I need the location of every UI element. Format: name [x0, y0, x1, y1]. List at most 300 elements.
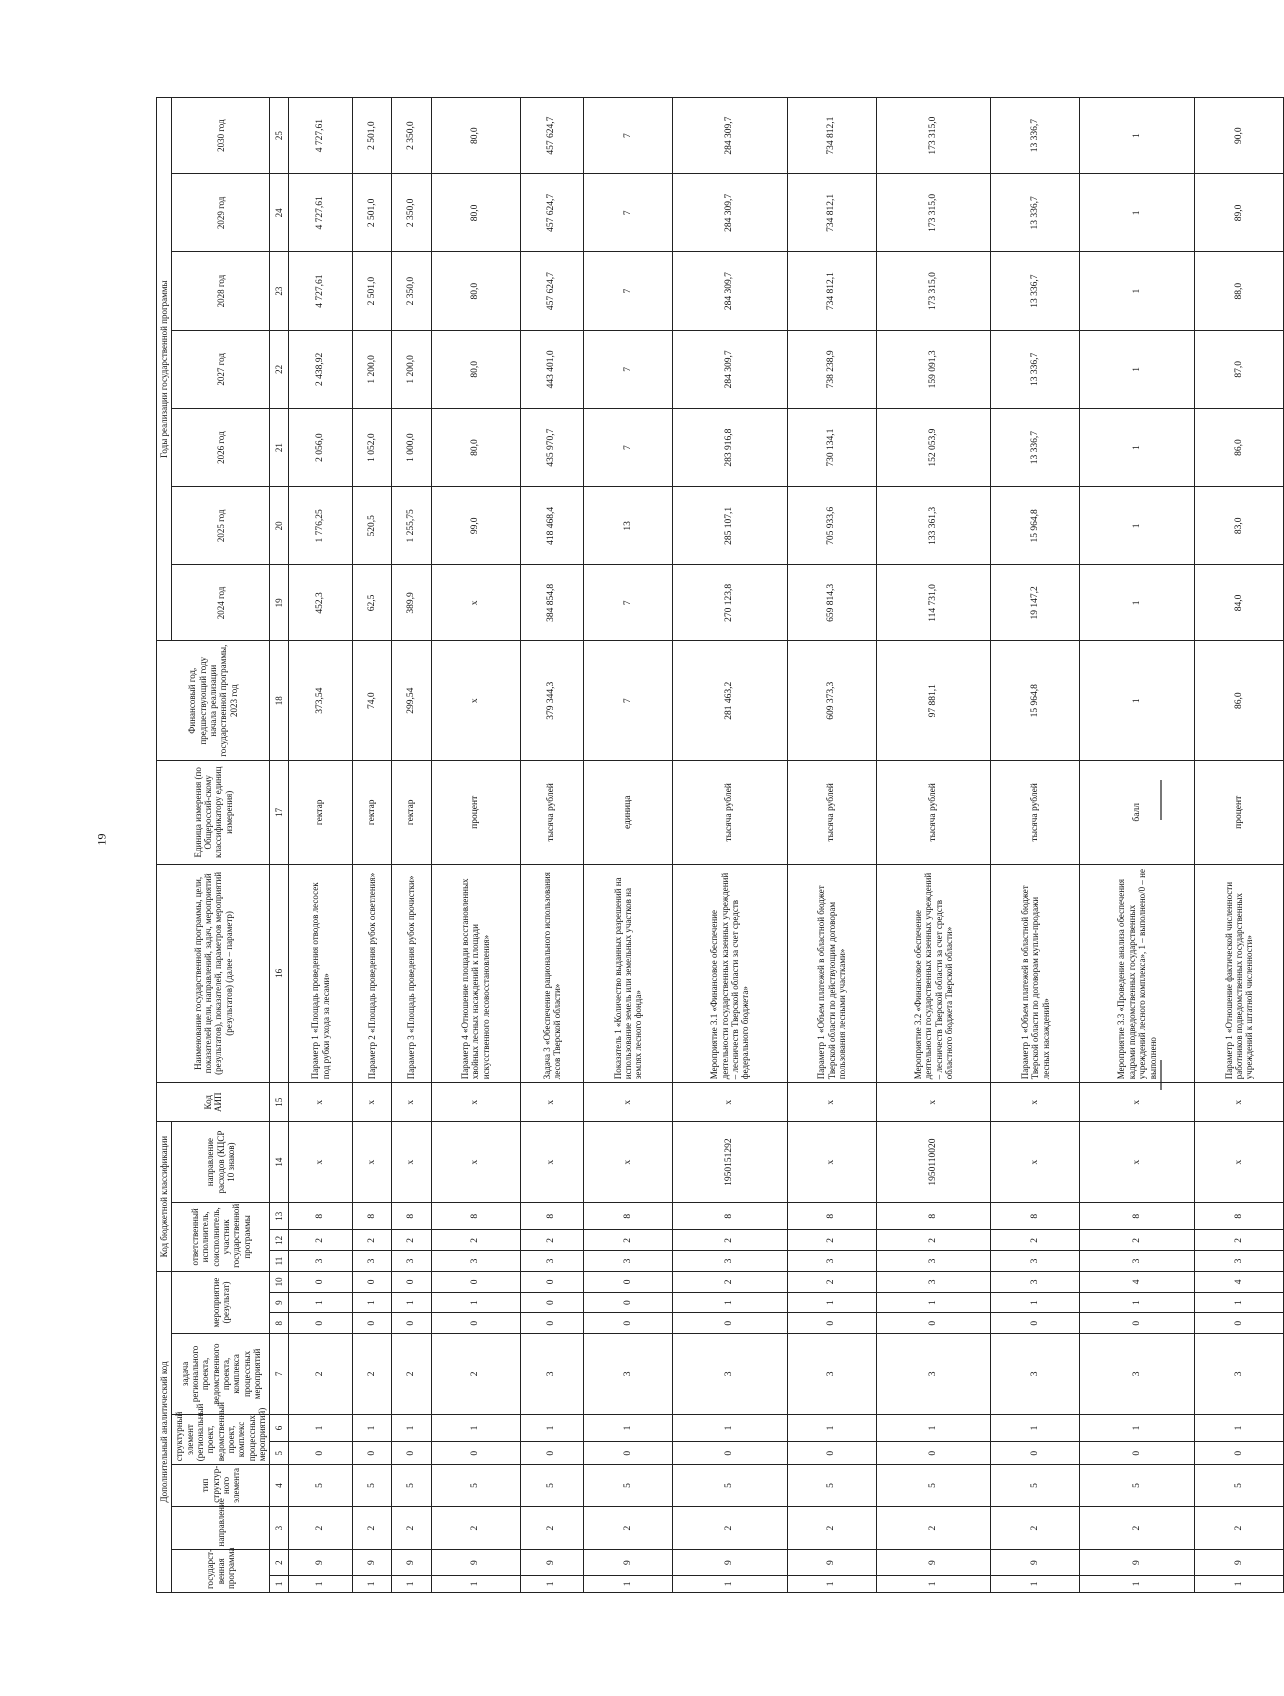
year-value: 1 776,25: [289, 487, 352, 565]
code-cell: 4: [1194, 1271, 1283, 1292]
code-cell: 1: [1080, 1575, 1195, 1592]
code-cell: 9: [584, 1550, 673, 1575]
code-cell: 2: [392, 1230, 431, 1251]
row-name: Мероприятие 3.1 «Финансовое обеспечение деятельности государственных казенных учреждений – лесничеств Тверской области за счет средств федерального бюджета»: [673, 864, 788, 1083]
code-cell: х: [392, 1122, 431, 1203]
code-cell: 1: [673, 1575, 788, 1592]
year-value: 1: [1080, 98, 1195, 174]
code-cell: 0: [1194, 1313, 1283, 1334]
year-value: 173 315,0: [876, 174, 991, 252]
code-cell: 0: [673, 1313, 788, 1334]
year-value: 15 964,8: [991, 487, 1080, 565]
year-value: 520,5: [352, 487, 391, 565]
year-value: 80,0: [431, 174, 520, 252]
column-number: 14: [270, 1122, 289, 1203]
row-unit: процент: [431, 761, 520, 865]
code-cell: 0: [352, 1271, 391, 1292]
code-cell: 3: [352, 1251, 391, 1272]
code-cell: х: [673, 1083, 788, 1122]
program-table: [156, 97, 1284, 1593]
year-value: 7: [584, 408, 673, 486]
code-cell: х: [289, 1122, 352, 1203]
code-cell: 5: [584, 1465, 673, 1506]
table-row: [673, 98, 788, 1593]
year-value: 284 309,7: [673, 98, 788, 174]
year-value: 457 624,7: [520, 174, 583, 252]
year-value: 270 123,8: [673, 565, 788, 641]
code-cell: 3: [584, 1251, 673, 1272]
row-name: Параметр 3 «Площадь проведения рубок прочистки»: [392, 864, 431, 1083]
year-value: 2 350,0: [392, 98, 431, 174]
year-value: 2 501,0: [352, 174, 391, 252]
code-cell: х: [584, 1083, 673, 1122]
row-unit: тысяча рублей: [520, 761, 583, 865]
row-unit: тысяча рублей: [876, 761, 991, 865]
code-cell: 3: [1194, 1251, 1283, 1272]
row-base-value: 299,54: [392, 641, 431, 761]
row-unit: гектар: [392, 761, 431, 865]
page-number: 19: [94, 833, 109, 846]
code-cell: 2: [1194, 1230, 1283, 1251]
code-cell: 2: [584, 1230, 673, 1251]
column-number: 20: [270, 487, 289, 565]
year-value: 659 814,3: [787, 565, 876, 641]
code-cell: 2: [392, 1506, 431, 1550]
year-value: 4 727,61: [289, 174, 352, 252]
code-cell: х: [431, 1083, 520, 1122]
code-cell: 1: [1194, 1292, 1283, 1313]
year-value: 13 336,7: [991, 174, 1080, 252]
year-value: 80,0: [431, 98, 520, 174]
code-cell: 3: [991, 1271, 1080, 1292]
column-number-row: [270, 98, 289, 1593]
year-value: 2 438,92: [289, 330, 352, 408]
year-value: 1: [1080, 408, 1195, 486]
code-cell: 9: [520, 1550, 583, 1575]
row-name: Параметр 1 «Площадь проведения отводов лесосек под рубки ухода за лесами»: [289, 864, 352, 1083]
year-value: 734 812,1: [787, 174, 876, 252]
code-cell: 0: [1080, 1442, 1195, 1465]
code-cell: 8: [392, 1202, 431, 1230]
code-cell: 5: [991, 1465, 1080, 1506]
code-cell: 1: [876, 1292, 991, 1313]
year-value: 7: [584, 252, 673, 330]
code-cell: х: [1194, 1122, 1283, 1203]
code-cell: 2: [673, 1230, 788, 1251]
code-cell: 2: [352, 1506, 391, 1550]
code-cell: 1: [392, 1575, 431, 1592]
code-cell: 2: [520, 1506, 583, 1550]
code-cell: 0: [584, 1442, 673, 1465]
header-element: структурный элемент (региональный проект, ведомственный проект, комплекс процессных мероприятий): [172, 1414, 270, 1465]
code-cell: 1: [787, 1575, 876, 1592]
code-cell: 0: [520, 1292, 583, 1313]
code-cell: 1: [392, 1414, 431, 1442]
year-value: 2 056,0: [289, 408, 352, 486]
code-cell: 1: [431, 1292, 520, 1313]
table-row: [787, 98, 876, 1593]
code-cell: 1: [787, 1414, 876, 1442]
code-cell: 1: [876, 1575, 991, 1592]
code-cell: 1: [352, 1575, 391, 1592]
code-cell: х: [392, 1083, 431, 1122]
code-cell: 0: [520, 1313, 583, 1334]
code-cell: х: [1080, 1122, 1195, 1203]
year-value: 80,0: [431, 330, 520, 408]
code-cell: 1: [787, 1292, 876, 1313]
year-value: 80,0: [431, 252, 520, 330]
code-cell: 2: [431, 1230, 520, 1251]
code-cell: х: [876, 1083, 991, 1122]
code-cell: 2: [1080, 1230, 1195, 1251]
year-value: 283 916,8: [673, 408, 788, 486]
code-cell: х: [352, 1083, 391, 1122]
code-cell: 1950110020: [876, 1122, 991, 1203]
row-unit: процент: [1194, 761, 1283, 865]
column-number: 16: [270, 864, 289, 1083]
year-value: 2 350,0: [392, 252, 431, 330]
year-value: 2 350,0: [392, 174, 431, 252]
code-cell: х: [352, 1122, 391, 1203]
code-cell: 0: [431, 1313, 520, 1334]
year-value: 1 052,0: [352, 408, 391, 486]
code-cell: 1: [352, 1414, 391, 1442]
code-cell: 2: [289, 1334, 352, 1415]
code-cell: 2: [1194, 1506, 1283, 1550]
code-cell: 9: [1080, 1550, 1195, 1575]
year-value: 457 624,7: [520, 252, 583, 330]
column-number: 8: [270, 1313, 289, 1334]
year-value: х: [431, 565, 520, 641]
row-unit: тысяча рублей: [991, 761, 1080, 865]
table-row: [392, 98, 431, 1593]
column-number: 9: [270, 1292, 289, 1313]
table-row: [289, 98, 352, 1593]
year-value: 173 315,0: [876, 252, 991, 330]
year-value: 1: [1080, 174, 1195, 252]
year-value: 443 401,0: [520, 330, 583, 408]
year-value: 389,9: [392, 565, 431, 641]
code-cell: 1950151292: [673, 1122, 788, 1203]
year-value: 152 053,9: [876, 408, 991, 486]
code-cell: 5: [392, 1465, 431, 1506]
year-value: 284 309,7: [673, 330, 788, 408]
code-cell: 0: [876, 1442, 991, 1465]
code-cell: 1: [520, 1575, 583, 1592]
code-cell: 2: [520, 1230, 583, 1251]
year-value: 452,3: [289, 565, 352, 641]
column-number: 11: [270, 1251, 289, 1272]
code-cell: 0: [392, 1313, 431, 1334]
code-cell: 8: [584, 1202, 673, 1230]
code-cell: 0: [673, 1442, 788, 1465]
header-year-2030: 2030 год: [172, 98, 270, 174]
header-year-2029: 2029 год: [172, 174, 270, 252]
code-cell: 0: [392, 1442, 431, 1465]
column-number: 7: [270, 1334, 289, 1415]
row-base-value: 97 881,1: [876, 641, 991, 761]
code-cell: 3: [673, 1334, 788, 1415]
code-cell: х: [787, 1083, 876, 1122]
code-cell: 1: [1194, 1414, 1283, 1442]
code-cell: 1: [352, 1292, 391, 1313]
row-unit: балл: [1080, 761, 1195, 865]
table-row: [876, 98, 991, 1593]
header-task: задача регионального проекта, ведомственного проекта, комплекса процессных мероприятий: [172, 1334, 270, 1415]
code-cell: 2: [289, 1230, 352, 1251]
row-base-value: 1: [1080, 641, 1195, 761]
header-expense-direction: направление расходов (КЦСР 10 знаков): [172, 1122, 270, 1203]
row-name: Показатель 1 «Количество выданных разрешений на использование земель или земельных участков на землях лесного фонда»: [584, 864, 673, 1083]
row-name: Параметр 1 «Объем платежей в областной бюджет Тверской области по действующим договорам пользования лесными участками»: [787, 864, 876, 1083]
code-cell: х: [289, 1083, 352, 1122]
row-base-value: 379 344,3: [520, 641, 583, 761]
code-cell: 5: [352, 1465, 391, 1506]
column-number: 5: [270, 1442, 289, 1465]
header-budget-group: Код бюджетной классификации: [157, 1122, 172, 1272]
code-cell: 0: [352, 1313, 391, 1334]
year-value: 88,0: [1194, 252, 1283, 330]
code-cell: 2: [787, 1271, 876, 1292]
column-number: 3: [270, 1506, 289, 1550]
code-cell: 8: [876, 1202, 991, 1230]
year-value: 114 731,0: [876, 565, 991, 641]
table-row: [1194, 98, 1283, 1593]
row-base-value: 74,0: [352, 641, 391, 761]
column-number: 13: [270, 1202, 289, 1230]
year-value: 705 933,6: [787, 487, 876, 565]
year-value: 435 970,7: [520, 408, 583, 486]
year-value: 4 727,61: [289, 252, 352, 330]
code-cell: 5: [520, 1465, 583, 1506]
code-cell: 2: [431, 1506, 520, 1550]
table-row: [431, 98, 520, 1593]
code-cell: 0: [876, 1313, 991, 1334]
code-cell: 0: [289, 1271, 352, 1292]
code-cell: 8: [431, 1202, 520, 1230]
table-row: [584, 98, 673, 1593]
year-value: 62,5: [352, 565, 391, 641]
header-event: мероприятие (результат): [172, 1271, 270, 1333]
code-cell: 2: [352, 1230, 391, 1251]
code-cell: 0: [787, 1313, 876, 1334]
header-year-2028: 2028 год: [172, 252, 270, 330]
year-value: 2 501,0: [352, 98, 391, 174]
year-value: 86,0: [1194, 408, 1283, 486]
year-value: 1 200,0: [392, 330, 431, 408]
code-cell: 4: [1080, 1271, 1195, 1292]
row-base-value: 373,54: [289, 641, 352, 761]
year-value: 87,0: [1194, 330, 1283, 408]
code-cell: 9: [991, 1550, 1080, 1575]
year-value: 285 107,1: [673, 487, 788, 565]
year-value: 90,0: [1194, 98, 1283, 174]
code-cell: 0: [991, 1313, 1080, 1334]
code-cell: 2: [876, 1506, 991, 1550]
header-year-2025: 2025 год: [172, 487, 270, 565]
column-number: 4: [270, 1465, 289, 1506]
code-cell: 2: [352, 1334, 391, 1415]
column-number: 1: [270, 1575, 289, 1592]
year-value: 13 336,7: [991, 408, 1080, 486]
code-cell: 0: [520, 1442, 583, 1465]
table-row: [991, 98, 1080, 1593]
code-cell: 3: [1194, 1334, 1283, 1415]
code-cell: 0: [787, 1442, 876, 1465]
code-cell: 9: [431, 1550, 520, 1575]
code-cell: 3: [431, 1251, 520, 1272]
code-cell: 3: [1080, 1251, 1195, 1272]
year-value: 734 812,1: [787, 252, 876, 330]
code-cell: 2: [787, 1506, 876, 1550]
column-number: 19: [270, 565, 289, 641]
table-row: [520, 98, 583, 1593]
year-value: 84,0: [1194, 565, 1283, 641]
year-value: 7: [584, 98, 673, 174]
code-cell: 1: [991, 1575, 1080, 1592]
code-cell: 8: [352, 1202, 391, 1230]
code-cell: 9: [1194, 1550, 1283, 1575]
row-unit: гектар: [289, 761, 352, 865]
code-cell: 1: [289, 1414, 352, 1442]
year-value: 13 336,7: [991, 252, 1080, 330]
code-cell: 0: [1194, 1442, 1283, 1465]
header-gp: государст-венная программа: [172, 1550, 270, 1593]
code-cell: 1: [392, 1292, 431, 1313]
year-value: 730 134,1: [787, 408, 876, 486]
year-value: 1: [1080, 330, 1195, 408]
year-value: 7: [584, 565, 673, 641]
code-cell: 2: [584, 1506, 673, 1550]
year-value: 284 309,7: [673, 174, 788, 252]
row-base-value: х: [431, 641, 520, 761]
code-cell: 3: [392, 1251, 431, 1272]
year-value: 418 468,4: [520, 487, 583, 565]
code-cell: 0: [289, 1313, 352, 1334]
code-cell: 9: [673, 1550, 788, 1575]
code-cell: 9: [352, 1550, 391, 1575]
year-value: 13: [584, 487, 673, 565]
year-value: 1 000,0: [392, 408, 431, 486]
code-cell: 2: [876, 1230, 991, 1251]
code-cell: 2: [991, 1230, 1080, 1251]
year-value: 1 200,0: [352, 330, 391, 408]
code-cell: 3: [787, 1334, 876, 1415]
year-value: 1: [1080, 565, 1195, 641]
row-name: Параметр 4 «Отношение площади восстановленных хвойных лесных насаждений к площади искусственного лесовосстановления»: [431, 864, 520, 1083]
code-cell: х: [431, 1122, 520, 1203]
code-cell: 3: [876, 1251, 991, 1272]
code-cell: 1: [289, 1292, 352, 1313]
column-number: 17: [270, 761, 289, 865]
header-unit: Единица измерения (по Общероссий-скому классификатору единиц измерения): [157, 761, 270, 865]
header-years-group: Годы реализации государственной программы: [157, 98, 172, 641]
code-cell: 1: [876, 1414, 991, 1442]
code-cell: 3: [520, 1251, 583, 1272]
code-cell: х: [520, 1122, 583, 1203]
row-base-value: 281 463,2: [673, 641, 788, 761]
row-unit: гектар: [352, 761, 391, 865]
row-name: Мероприятие 3.3 «Проведение анализа обеспечения кадрами подведомственных государственных учреждений лесного комплекса», 1 – выполнено/0 – не выполнено: [1080, 864, 1195, 1083]
code-cell: х: [584, 1122, 673, 1203]
header-direction: направление: [172, 1506, 270, 1550]
year-value: 738 238,9: [787, 330, 876, 408]
code-cell: 3: [584, 1334, 673, 1415]
code-cell: 8: [1194, 1202, 1283, 1230]
header-name: Наименование государственной программы, цели, показателей цели, направлений, задач, мероприятий (результатов), показателей, параметров мероприятий (результатов) (далее – параметр): [157, 864, 270, 1083]
code-cell: 9: [289, 1550, 352, 1575]
year-value: 1: [1080, 252, 1195, 330]
year-value: 80,0: [431, 408, 520, 486]
year-value: 13 336,7: [991, 98, 1080, 174]
code-cell: 8: [991, 1202, 1080, 1230]
code-cell: 2: [289, 1506, 352, 1550]
code-cell: х: [1080, 1083, 1195, 1122]
code-cell: 0: [431, 1442, 520, 1465]
code-cell: 5: [787, 1465, 876, 1506]
table-body: [289, 98, 1284, 1593]
code-cell: 3: [787, 1251, 876, 1272]
code-cell: 0: [289, 1442, 352, 1465]
code-cell: х: [1194, 1083, 1283, 1122]
year-value: 284 309,7: [673, 252, 788, 330]
row-name: Мероприятие 3.2 «Финансовое обеспечение деятельности государственных казенных учреждений – лесничеств Тверской области за счет средств областного бюджета Тверской области»: [876, 864, 991, 1083]
column-number: 22: [270, 330, 289, 408]
code-cell: 5: [289, 1465, 352, 1506]
code-cell: 1: [991, 1292, 1080, 1313]
column-number: 21: [270, 408, 289, 486]
column-number: 23: [270, 252, 289, 330]
code-cell: 1: [1194, 1575, 1283, 1592]
code-cell: 2: [1080, 1506, 1195, 1550]
row-name: Задача 3 «Обеспечение рационального использования лесов Тверской области»: [520, 864, 583, 1083]
year-value: 173 315,0: [876, 98, 991, 174]
year-value: 19 147,2: [991, 565, 1080, 641]
code-cell: 0: [392, 1271, 431, 1292]
header-year-2026: 2026 год: [172, 408, 270, 486]
code-cell: 3: [876, 1271, 991, 1292]
code-cell: 2: [787, 1230, 876, 1251]
code-cell: 2: [673, 1271, 788, 1292]
header-element-type: тип структур-ного элемента: [172, 1465, 270, 1506]
code-cell: 8: [1080, 1202, 1195, 1230]
year-value: 133 361,3: [876, 487, 991, 565]
column-number: 24: [270, 174, 289, 252]
code-cell: 0: [431, 1271, 520, 1292]
code-cell: 0: [991, 1442, 1080, 1465]
code-cell: 8: [787, 1202, 876, 1230]
rotated-table-wrapper: [156, 97, 1255, 1593]
column-number: 6: [270, 1414, 289, 1442]
code-cell: 2: [392, 1334, 431, 1415]
code-cell: 1: [584, 1575, 673, 1592]
header-year-2027: 2027 год: [172, 330, 270, 408]
code-cell: 0: [584, 1271, 673, 1292]
code-cell: 1: [991, 1414, 1080, 1442]
year-value: 7: [584, 330, 673, 408]
row-base-value: 609 373,3: [787, 641, 876, 761]
code-cell: 5: [876, 1465, 991, 1506]
column-number: 2: [270, 1550, 289, 1575]
code-cell: 0: [520, 1271, 583, 1292]
code-cell: 3: [876, 1334, 991, 1415]
code-cell: 2: [431, 1334, 520, 1415]
code-cell: 5: [673, 1465, 788, 1506]
header-aip: Код АИП: [157, 1083, 270, 1122]
year-value: 2 501,0: [352, 252, 391, 330]
code-cell: 1: [520, 1414, 583, 1442]
header-executor: ответственный исполнитель, соисполнитель, участник государственной программы: [172, 1202, 270, 1271]
